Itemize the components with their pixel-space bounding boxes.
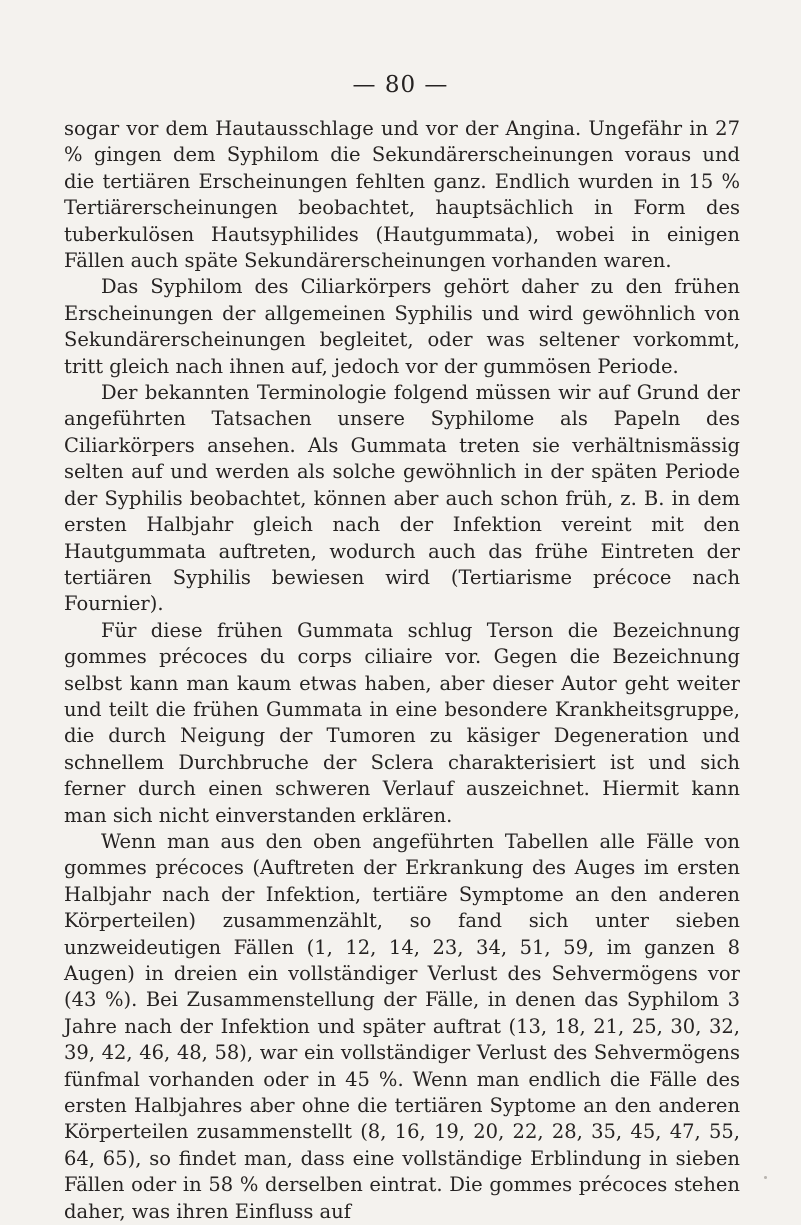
paper-speck	[764, 1176, 767, 1179]
paragraph-terson: Für diese frühen Gummata schlug Terson die Bezeichnung gommes précoces du corps ciliaire vor. Gegen die Bezeichnung selbst kann man kaum etwas haben, aber dieser Autor geht weiter und teilt die frühen Gummata in eine besondere Krankheitsgruppe, die durch Neigung der Tumoren zu käsiger Degeneration und schnellem Durchbruche der Sclera charakterisiert ist und sich ferner durch einen schweren Verlauf auszeichnet. Hiermit kann man sich nicht einverstanden erklären.	[64, 618, 740, 827]
paragraph-terminologie: Der bekannten Terminologie folgend müssen wir auf Grund der angeführten Tatsachen unsere Syphilome als Papeln des Ciliarkörpers ansehen. Als Gummata treten sie verhältnismässig selten auf und werden als solche gewöhnlich in der späten Periode der Syphilis beobachtet, können aber auch schon früh, z. B. in dem ersten Halbjahr gleich nach der Infektion vereint mit den Hautgummata auftreten, wodurch auch das frühe Eintreten der tertiären Syphilis bewiesen wird (Tertiarisme précoce nach Fournier).	[64, 381, 740, 616]
page-number: — 80 —	[352, 72, 449, 98]
body-text	[64, 116, 740, 1225]
paragraph-continuation: sogar vor dem Hautausschlage und vor der Angina. Ungefähr in 27 % gingen dem Syphilom die Sekundärerscheinungen voraus und die tertiären Erscheinungen fehlten ganz. Endlich wurden in 15 % Tertiärerscheinungen beobachtet, hauptsächlich in Form des tuberkulösen Hautsyphilides (Hautgummata), wobei in einigen Fällen auch späte Sekundärerscheinungen vorhanden waren.	[64, 117, 740, 273]
paragraph-syphilom-ciliarkoerper: Das Syphilom des Ciliarkörpers gehört daher zu den frühen Erscheinungen der allgemeinen Syphilis und wird gewöhnlich von Sekundärerscheinungen begleitet, oder was seltener vorkommt, tritt gleich nach ihnen auf, jedoch vor der gummösen Periode.	[64, 275, 740, 378]
paragraph-statistik: Wenn man aus den oben angeführten Tabellen alle Fälle von gommes précoces (Auftreten der Erkrankung des Auges im ersten Halbjahr nach der Infektion, tertiäre Symptome an den anderen Körperteilen) zusammenzählt, so fand sich unter sieben unzweideutigen Fällen (1, 12, 14, 23, 34, 51, 59, im ganzen 8 Augen) in dreien ein vollständiger Verlust des Sehvermögens vor (43 %). Bei Zusammenstellung der Fälle, in denen das Syphilom 3 Jahre nach der Infektion und später auftrat (13, 18, 21, 25, 30, 32, 39, 42, 46, 48, 58), war ein vollständiger Verlust des Sehvermögens fünfmal vorhanden oder in 45 %. Wenn man endlich die Fälle des ersten Halbjahres aber ohne die tertiären Syptome an den anderen Körperteilen zusammenstellt (8, 16, 19, 20, 22, 28, 35, 45, 47, 55, 64, 65), so findet man, dass eine vollständige Erblindung in sieben Fällen oder in 58 % derselben eintrat. Die gommes précoces stehen daher, was ihren Einfluss auf	[64, 829, 740, 1223]
